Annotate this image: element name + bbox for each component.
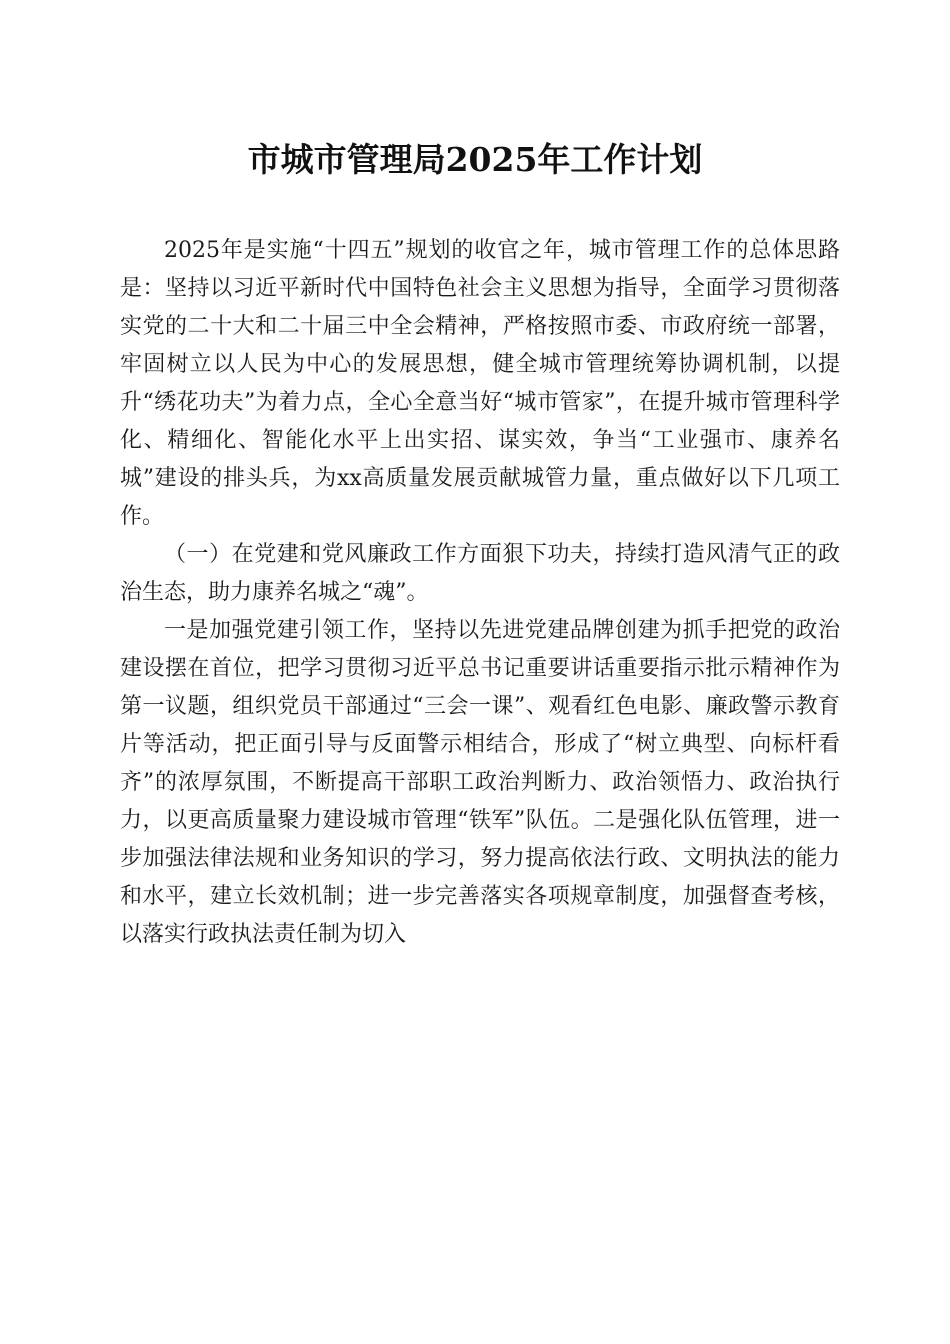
document-title: 市城市管理局2025年工作计划 [247, 140, 703, 179]
section-paragraph-1: 一是加强党建引领工作，坚持以先进党建品牌创建为抓手把党的政治建设摆在首位，把学习贯彻习近平总书记重要讲话重要指示批示精神作为第一议题，组织党员干部通过“三会一课”、观看红色电影、廉政警示教育片等活动，把正面引导与反面警示相结合，形成了“树立典型、向标杆看齐”的浓厚氛围，不断提高干部职工政治判断力、政治领悟力、政治执行力，以更高质量聚力建设城市管理“铁军”队伍。二是强化队伍管理，进一步加强法律法规和业务知识的学习，努力提高依法行政、文明执法的能力和水平，建立长效机制；进一步完善落实各项规章制度，加强督查考核，以落实行政执法责任制为切入 [120, 618, 840, 947]
document-body [120, 232, 840, 954]
section-heading-1: （一）在党建和党风廉政工作方面狠下功夫，持续打造风清气正的政治生态，助力康养名城之“魂”。 [120, 542, 840, 605]
intro-paragraph: 2025年是实施“十四五”规划的收官之年，城市管理工作的总体思路是：坚持以习近平新时代中国特色社会主义思想为指导，全面学习贯彻落实党的二十大和二十届三中全会精神，严格按照市委、市政府统一部署，牢固树立以人民为中心的发展思想，健全城市管理统筹协调机制，以提升“绣花功夫”为着力点，全心全意当好“城市管家”，在提升城市管理科学化、精细化、智能化水平上出实招、谋实效，争当“工业强市、康养名城”建设的排头兵，为xx高质量发展贡献城管力量，重点做好以下几项工作。 [120, 238, 840, 529]
